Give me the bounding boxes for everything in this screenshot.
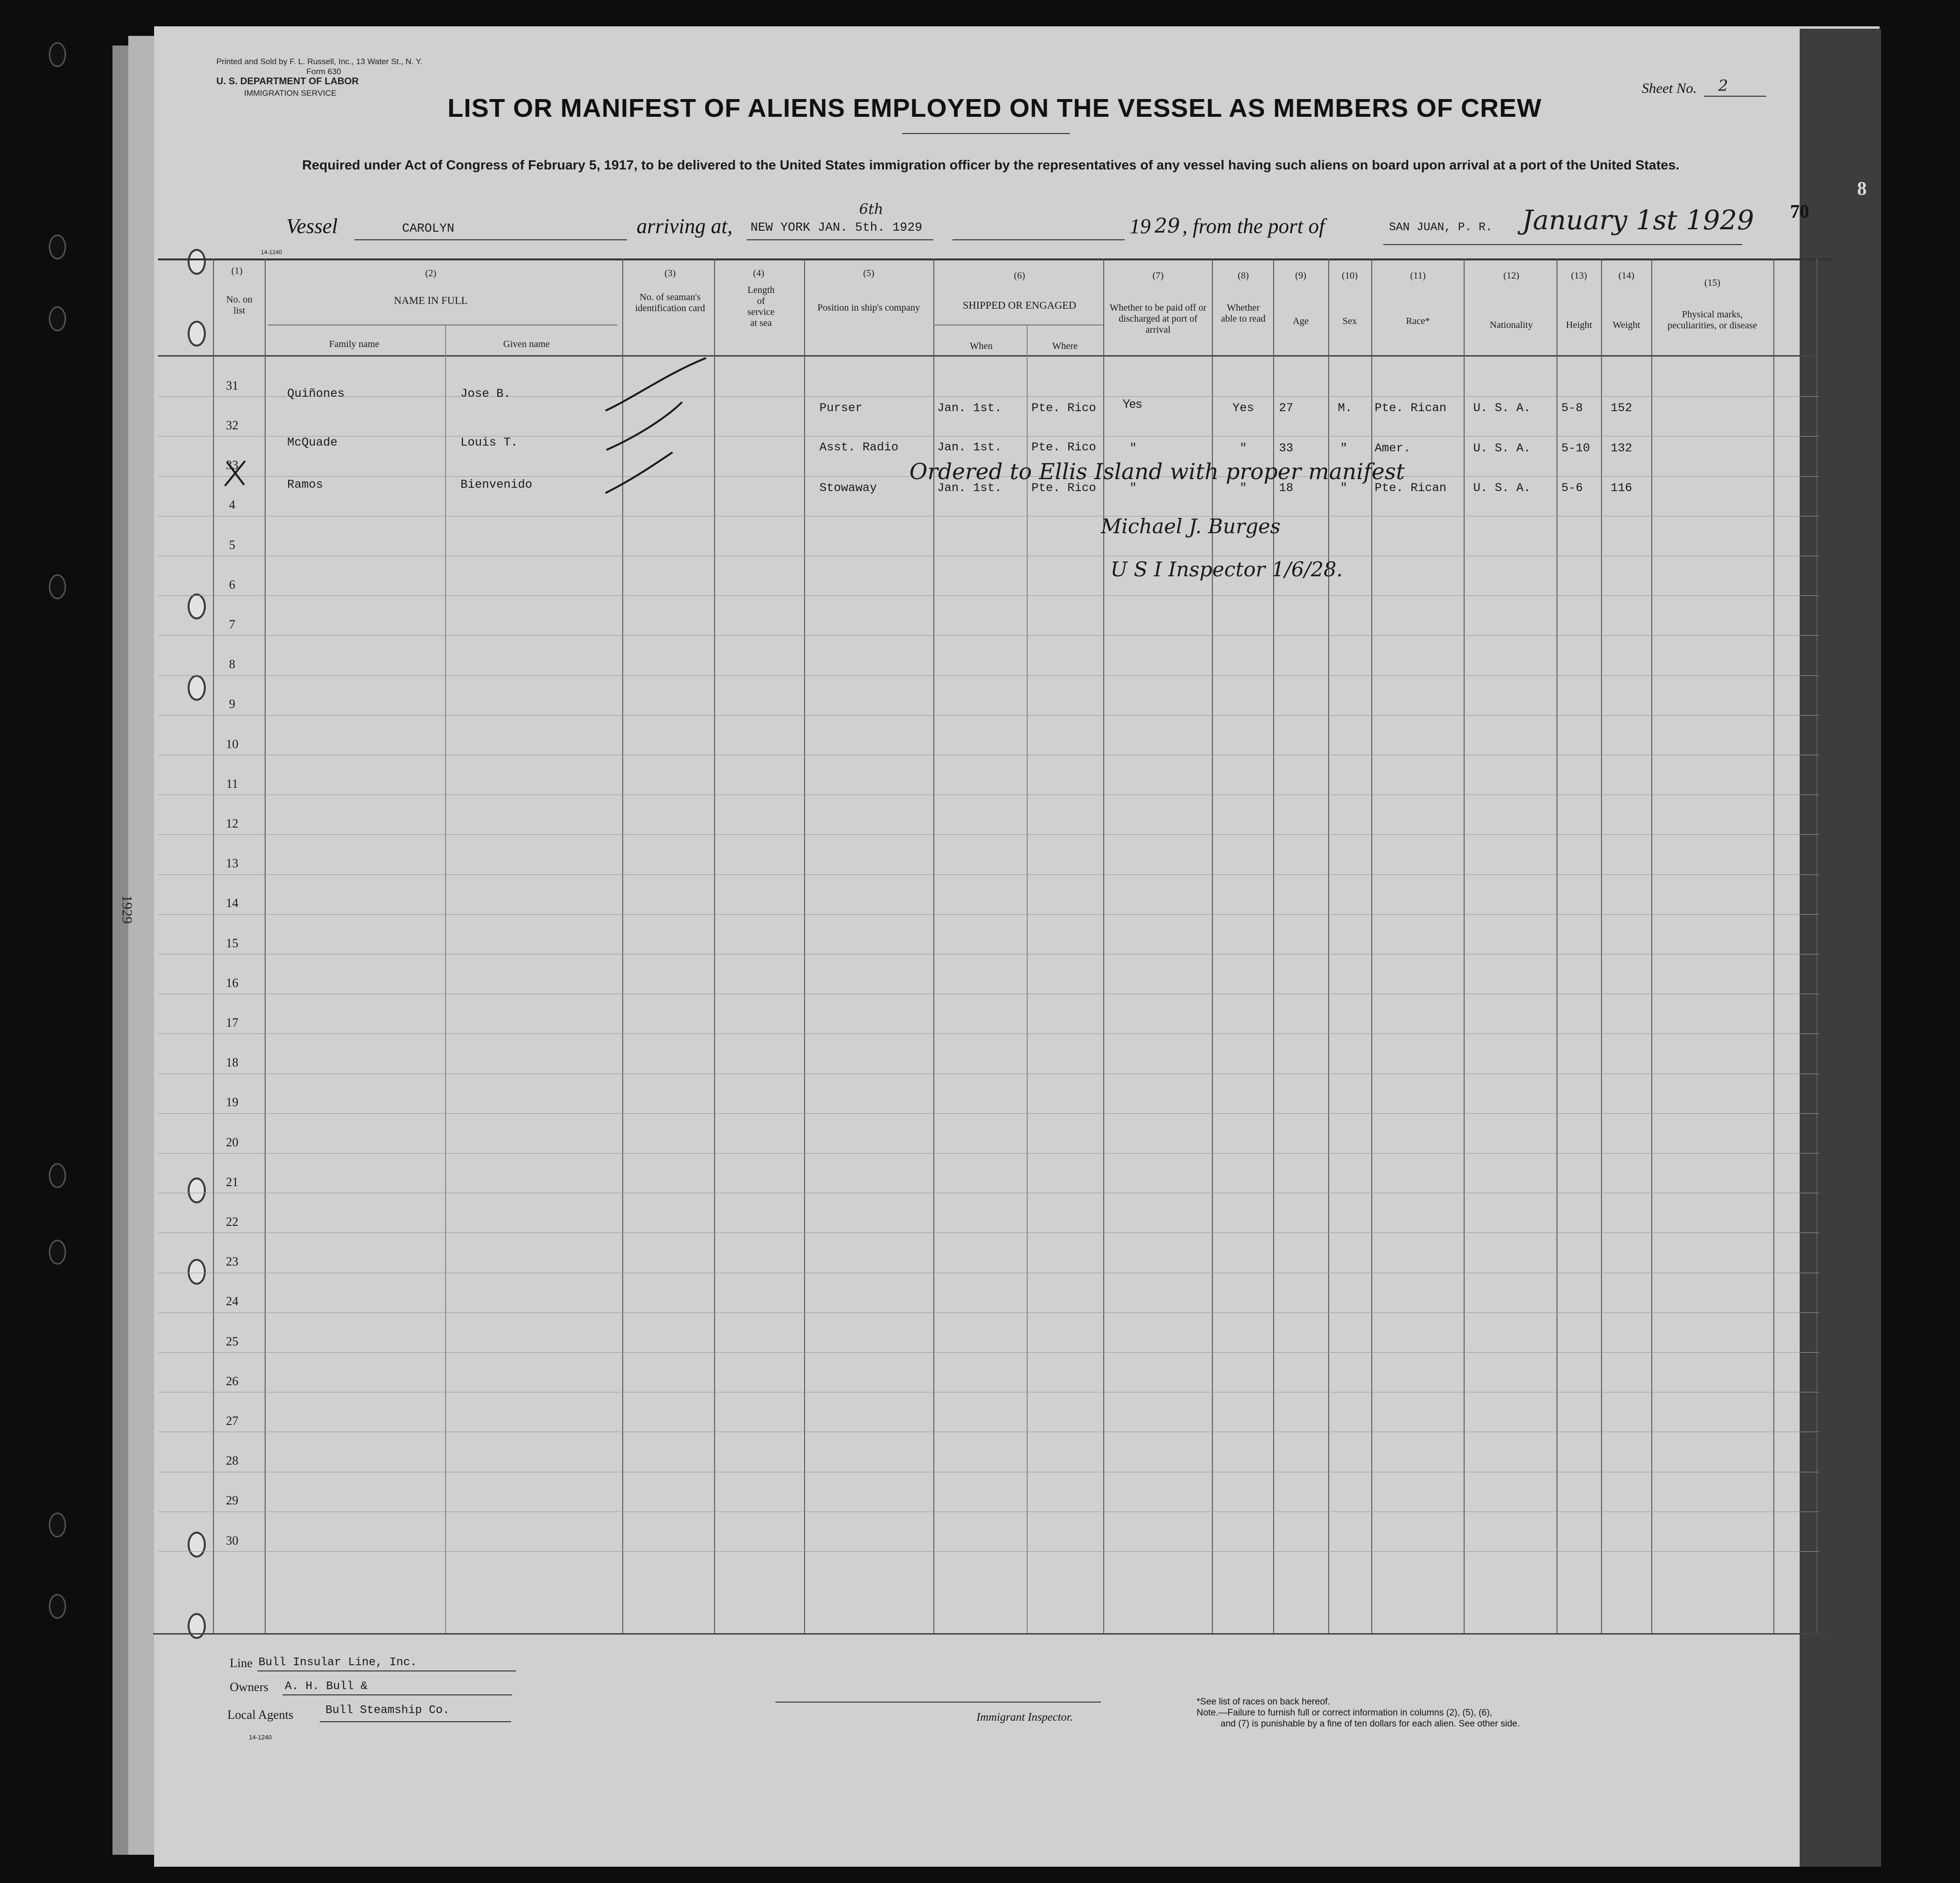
year-prefix: 19 bbox=[1130, 214, 1151, 238]
port-underline bbox=[1383, 244, 1742, 245]
row-number: 12 bbox=[226, 816, 238, 830]
entry-31-given: Jose B. bbox=[460, 387, 511, 401]
immigrant-inspector-label: Immigrant Inspector. bbox=[976, 1711, 1073, 1724]
row-number: 27 bbox=[226, 1413, 238, 1428]
entry-32-weight: 132 bbox=[1611, 441, 1633, 455]
row-number: 5 bbox=[229, 538, 235, 552]
year-value: 29 bbox=[1154, 214, 1180, 237]
entry-32-when: Jan. 1st. bbox=[937, 440, 1002, 454]
col14-number: (14) bbox=[1618, 270, 1635, 281]
entry-31-nationality: U. S. A. bbox=[1473, 401, 1531, 415]
row-number: 31 bbox=[226, 378, 238, 392]
title-underline bbox=[902, 133, 1070, 134]
col3-number: (3) bbox=[664, 268, 676, 279]
col15-label: Physical marks, peculiarities, or disease bbox=[1667, 309, 1758, 331]
penalty-note-2: and (7) is punishable by a fine of ten dollars for each alien. See other side. bbox=[1221, 1719, 1520, 1729]
row-number: 32 bbox=[226, 418, 238, 432]
binder-hole bbox=[188, 249, 206, 275]
department-name: U. S. DEPARTMENT OF LABOR bbox=[216, 76, 359, 87]
departure-date: January 1st 1929 bbox=[1522, 205, 1754, 236]
binder-hole bbox=[49, 306, 66, 331]
row-number: 30 bbox=[226, 1533, 238, 1547]
entry-33-race: Pte. Rican bbox=[1375, 481, 1447, 495]
table-top-border bbox=[158, 258, 1833, 260]
col10-number: (10) bbox=[1342, 270, 1358, 281]
row-number: 10 bbox=[226, 737, 238, 751]
entry-31-age: 27 bbox=[1279, 401, 1294, 415]
owners-label: Owners bbox=[230, 1680, 269, 1694]
row-number: 8 bbox=[229, 657, 235, 672]
entry-31-height: 5-8 bbox=[1561, 401, 1583, 415]
entry-33-position: Stowaway bbox=[819, 481, 877, 495]
binder-hole bbox=[188, 321, 206, 347]
row-number: 23 bbox=[226, 1255, 238, 1269]
col6-label: SHIPPED OR ENGAGED bbox=[963, 299, 1076, 311]
grid-line bbox=[1027, 325, 1028, 1633]
col8-label: Whether able to read bbox=[1221, 303, 1266, 324]
entry-32-nationality: U. S. A. bbox=[1473, 441, 1531, 455]
col1-number: (1) bbox=[231, 266, 243, 276]
sheet-number: 2 bbox=[1718, 77, 1728, 95]
col2-number: (2) bbox=[425, 268, 437, 279]
binder-hole bbox=[49, 1163, 66, 1188]
from-port-label: , from the port of bbox=[1182, 214, 1325, 238]
entry-33-read: " bbox=[1240, 481, 1247, 495]
row-number: 20 bbox=[226, 1135, 238, 1149]
side-stamp-year: 1929 bbox=[119, 895, 135, 924]
col7-label: Whether to be paid off or discharged at port of arrival bbox=[1109, 303, 1207, 335]
row-number: 6 bbox=[229, 577, 235, 592]
form-number: Form 630 bbox=[306, 67, 341, 76]
column3-dash-marks bbox=[601, 354, 716, 503]
printer-line: Printed and Sold by F. L. Russell, Inc., 13 Water St., N. Y. bbox=[216, 57, 423, 66]
row-number: 16 bbox=[226, 975, 238, 990]
date-underline bbox=[952, 239, 1125, 240]
entry-32-paid-off: " bbox=[1130, 441, 1137, 455]
races-note: *See list of races on back hereof. bbox=[1197, 1697, 1330, 1707]
entry-31-when: Jan. 1st. bbox=[937, 401, 1002, 415]
binder-hole bbox=[49, 1594, 66, 1619]
header-bottom-border bbox=[158, 355, 1819, 357]
col3-label: No. of seaman's identification card bbox=[635, 292, 706, 314]
vessel-label: Vessel bbox=[286, 214, 338, 238]
row-line bbox=[158, 834, 1819, 835]
entry-33-when: Jan. 1st. bbox=[937, 481, 1002, 495]
row-number: 17 bbox=[226, 1015, 238, 1030]
col14-label: Weight bbox=[1613, 320, 1640, 330]
owners-underline bbox=[282, 1694, 512, 1695]
row-line bbox=[158, 1113, 1819, 1114]
row-number: 29 bbox=[226, 1493, 238, 1508]
col2-sub-given: Given name bbox=[503, 339, 550, 349]
col8-number: (8) bbox=[1237, 270, 1249, 281]
row-number: 9 bbox=[229, 697, 235, 711]
col5-label: Position in ship's company bbox=[817, 303, 920, 313]
form-code-top: 14-1240 bbox=[261, 249, 282, 256]
row-number: 18 bbox=[226, 1055, 238, 1070]
entry-32-given: Louis T. bbox=[460, 436, 518, 449]
form-code-bottom: 14-1240 bbox=[249, 1734, 272, 1741]
arriving-underline bbox=[747, 239, 933, 240]
corner-number: 70 bbox=[1790, 201, 1809, 222]
entry-32-read: " bbox=[1240, 441, 1247, 455]
arriving-label: arriving at, bbox=[637, 214, 733, 238]
row-number: 28 bbox=[226, 1454, 238, 1468]
binder-hole bbox=[49, 1240, 66, 1265]
grid-line bbox=[1816, 258, 1817, 1633]
row-number: 15 bbox=[226, 936, 238, 950]
row-number: 21 bbox=[226, 1175, 238, 1189]
table-bottom-border bbox=[153, 1633, 1828, 1635]
entry-33-height: 5-6 bbox=[1561, 481, 1583, 495]
right-binding-shadow bbox=[1800, 29, 1881, 1867]
entry-31-sex: M. bbox=[1338, 401, 1353, 415]
inspector-signature-line bbox=[775, 1702, 1101, 1703]
binder-hole bbox=[49, 574, 66, 599]
inspector-signature: Michael J. Burges bbox=[1101, 515, 1281, 538]
grid-line bbox=[1601, 258, 1602, 1633]
col11-number: (11) bbox=[1410, 270, 1426, 281]
row-number: 13 bbox=[226, 856, 238, 871]
row-line bbox=[158, 635, 1819, 636]
entry-33-paid-off: " bbox=[1130, 481, 1137, 495]
binder-hole bbox=[49, 235, 66, 259]
col9-label: Age bbox=[1292, 316, 1309, 326]
grid-line bbox=[1773, 258, 1774, 1633]
col13-label: Height bbox=[1566, 320, 1592, 330]
col5-number: (5) bbox=[863, 268, 874, 279]
sheet-label: Sheet No. bbox=[1642, 80, 1697, 96]
entry-33-where: Pte. Rico bbox=[1031, 481, 1097, 495]
binder-hole bbox=[188, 1613, 206, 1639]
grid-line bbox=[804, 258, 805, 1633]
col6-number: (6) bbox=[1014, 270, 1025, 281]
entry-32-sex: " bbox=[1340, 441, 1348, 455]
entry-31-paid-off: Yes bbox=[1122, 397, 1142, 411]
entry-32-position: Asst. Radio bbox=[819, 440, 899, 454]
binder-hole bbox=[188, 594, 206, 619]
row-number: 7 bbox=[229, 617, 235, 631]
col1-label: No. on list bbox=[226, 294, 253, 316]
col6-sub-where: Where bbox=[1052, 341, 1078, 351]
from-port-value: SAN JUAN, P. R. bbox=[1389, 221, 1493, 234]
col2-sub-family: Family name bbox=[329, 339, 380, 349]
row-number: 22 bbox=[226, 1214, 238, 1229]
agents-value: Bull Steamship Co. bbox=[325, 1704, 450, 1717]
line-underline bbox=[258, 1670, 516, 1671]
sheet-underline bbox=[1704, 96, 1766, 97]
arriving-value: NEW YORK JAN. 5th. 1929 bbox=[750, 220, 922, 235]
line-label: Line bbox=[230, 1656, 253, 1670]
col6-sub-when: When bbox=[970, 341, 993, 351]
row-line bbox=[158, 436, 1819, 437]
vessel-underline bbox=[354, 239, 627, 240]
row-number: 19 bbox=[226, 1095, 238, 1110]
vessel-name: CAROLYN bbox=[402, 221, 455, 235]
binder-hole bbox=[188, 675, 206, 701]
entry-31-read: Yes bbox=[1232, 401, 1254, 415]
page-title: LIST OR MANIFEST OF ALIENS EMPLOYED ON THE VESSEL AS MEMBERS OF CREW bbox=[448, 94, 1542, 123]
penalty-note-1: Note.—Failure to furnish full or correct information in columns (2), (5), (6), bbox=[1197, 1708, 1492, 1718]
col4-label: Length of service at sea bbox=[747, 285, 775, 328]
entry-32-height: 5-10 bbox=[1561, 441, 1590, 455]
entry-32-race: Amer. bbox=[1375, 441, 1411, 455]
row-line bbox=[158, 914, 1819, 915]
entry-32-age: 33 bbox=[1279, 441, 1294, 455]
entry-31-where: Pte. Rico bbox=[1031, 401, 1097, 415]
row-line bbox=[158, 396, 1819, 397]
row-line bbox=[158, 874, 1819, 875]
row-line bbox=[158, 1312, 1819, 1313]
col12-label: Nationality bbox=[1490, 320, 1533, 330]
col2-label: NAME IN FULL bbox=[394, 294, 468, 306]
entry-33-nationality: U. S. A. bbox=[1473, 481, 1531, 495]
binder-hole bbox=[188, 1259, 206, 1285]
row-number: 14 bbox=[226, 896, 238, 910]
inspector-title: U S I Inspector 1/6/28. bbox=[1110, 558, 1343, 581]
row-line bbox=[158, 1352, 1819, 1353]
row33-strike-mark bbox=[221, 457, 250, 491]
col4-number: (4) bbox=[753, 268, 764, 279]
row-line bbox=[158, 1033, 1819, 1034]
row-number: 11 bbox=[226, 776, 238, 791]
grid-line bbox=[1651, 258, 1652, 1633]
owners-value: A. H. Bull & bbox=[285, 1680, 368, 1693]
ordered-annotation: Ordered to Ellis Island with proper manifest bbox=[909, 459, 1405, 484]
row-line bbox=[158, 1153, 1819, 1154]
row-line bbox=[158, 715, 1819, 716]
entry-33-family: Ramos bbox=[287, 478, 324, 492]
arriving-correction: 6th bbox=[859, 201, 884, 218]
entry-32-family: McQuade bbox=[287, 436, 338, 449]
entry-33-given: Bienvenido bbox=[460, 478, 533, 492]
col10-label: Sex bbox=[1343, 316, 1357, 326]
row-number: 33 bbox=[226, 458, 238, 472]
binder-hole bbox=[188, 1177, 206, 1203]
entry-33-age: 18 bbox=[1279, 481, 1294, 495]
row-line bbox=[158, 595, 1819, 596]
entry-33-sex: " bbox=[1340, 481, 1348, 495]
agents-underline bbox=[320, 1721, 511, 1722]
row-line bbox=[158, 1551, 1819, 1552]
grid-line bbox=[445, 325, 446, 1633]
binder-hole bbox=[188, 1532, 206, 1558]
entry-33-weight: 116 bbox=[1611, 481, 1633, 495]
service-name: IMMIGRATION SERVICE bbox=[244, 89, 337, 98]
row-number: 25 bbox=[226, 1334, 238, 1348]
row-number: 4 bbox=[229, 498, 235, 512]
entry-32-where: Pte. Rico bbox=[1031, 440, 1097, 454]
entry-31-race: Pte. Rican bbox=[1375, 401, 1447, 415]
binder-hole bbox=[49, 1513, 66, 1537]
grid-line bbox=[265, 258, 266, 1633]
col13-number: (13) bbox=[1571, 270, 1587, 281]
col15-number: (15) bbox=[1704, 278, 1721, 288]
col7-number: (7) bbox=[1152, 270, 1164, 281]
row-number: 24 bbox=[226, 1294, 238, 1309]
grid-line bbox=[1464, 258, 1465, 1633]
entry-31-family: Quiñones bbox=[287, 387, 345, 401]
entry-31-weight: 152 bbox=[1611, 401, 1633, 415]
binder-hole bbox=[49, 42, 66, 67]
agents-label: Local Agents bbox=[227, 1708, 293, 1722]
col9-number: (9) bbox=[1295, 270, 1307, 281]
page-subtitle: Required under Act of Congress of February 5, 1917, to be delivered to the United States immigration officer by the representatives of any vessel having such aliens on board upon arrival at a port of the United States. bbox=[302, 157, 1680, 172]
col11-label: Race* bbox=[1406, 316, 1430, 326]
edge-mark: 8 bbox=[1857, 178, 1867, 199]
col12-number: (12) bbox=[1503, 270, 1520, 281]
entry-31-position: Purser bbox=[819, 401, 863, 415]
row-number: 26 bbox=[226, 1374, 238, 1388]
row-line bbox=[158, 675, 1819, 676]
grid-line bbox=[213, 258, 214, 1633]
line-value: Bull Insular Line, Inc. bbox=[258, 1656, 417, 1669]
